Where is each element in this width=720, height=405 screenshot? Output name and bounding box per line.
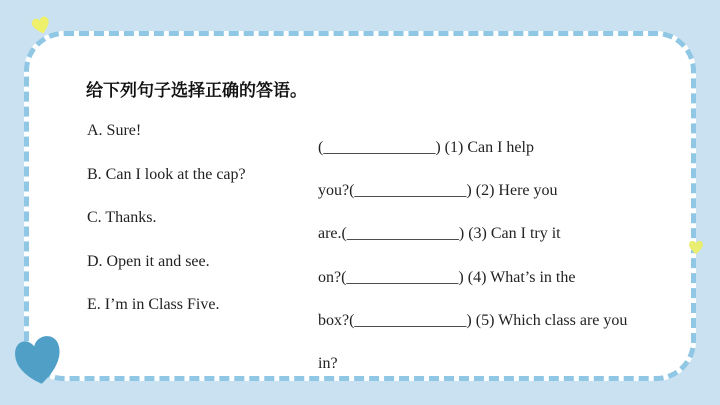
question-block [318,135,668,394]
answer-options-list [87,118,246,336]
blue-heart-icon-bottom-left [12,330,64,386]
answer-option-e: E. I’m in Class Five. [87,296,220,313]
yellow-heart-icon-top-left [30,14,52,36]
question-line: (______________) (1) Can I help [318,139,534,156]
yellow-heart-icon-right [686,238,706,256]
page-title: 给下列句子选择正确的答语。 [86,81,307,101]
question-line: box?(______________) (5) Which class are you [318,311,628,329]
answer-option-c: C. Thanks. [87,209,157,226]
question-line: on?(______________) (4) What’s in the [318,268,576,286]
question-line: you?(______________) (2) Here you [318,182,558,200]
answer-option-b: B. Can I look at the cap? [87,165,246,183]
answer-option-a: A. Sure! [87,122,142,139]
question-line: in? [318,354,338,372]
answer-option-d: D. Open it and see. [87,252,210,270]
question-line: are.(______________) (3) Can I try it [318,225,561,243]
